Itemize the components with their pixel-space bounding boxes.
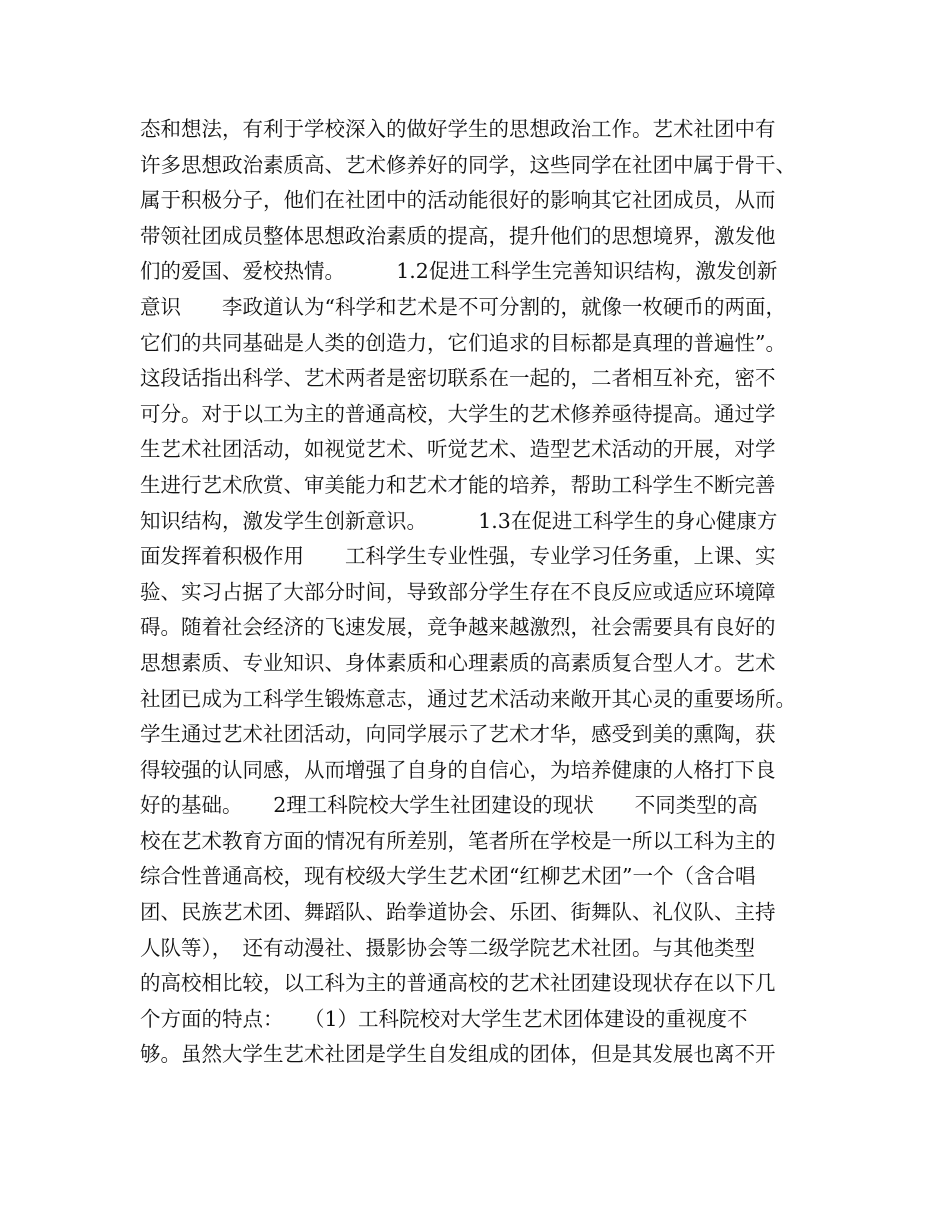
text-line: 社团已成为工科学生锻炼意志，通过艺术活动来敞开其心灵的重要场所。 xyxy=(140,686,796,711)
text-line: 学生通过艺术社团活动，向同学展示了艺术才华，感受到美的熏陶，获 xyxy=(140,722,776,747)
text-line: 知识结构，激发学生创新意识。 1.3在促进工科学生的身心健康方 xyxy=(140,508,778,533)
text-line: 许多思想政治素质高、艺术修养好的同学，这些同学在社团中属于骨干、 xyxy=(140,152,796,177)
text-line: 校在艺术教育方面的情况有所差别，笔者所在学校是一所以工科为主的 xyxy=(140,828,776,853)
text-line: 们的爱国、爱校热情。 1.2促进工科学生完善知识结构，激发创新 xyxy=(140,259,778,284)
body-text xyxy=(140,112,820,1073)
text-line: 碍。随着社会经济的飞速发展，竞争越来越激烈，社会需要具有良好的 xyxy=(140,615,776,640)
text-line: 意识 李政道认为“科学和艺术是不可分割的，就像一枚硬币的两面， xyxy=(140,294,786,319)
text-line: 它们的共同基础是人类的创造力，它们追求的目标都是真理的普遍性”。 xyxy=(140,330,786,355)
text-line: 属于积极分子，他们在社团中的活动能很好的影响其它社团成员，从而 xyxy=(140,188,776,213)
text-line: 态和想法，有利于学校深入的做好学生的思想政治工作。艺术社团中有 xyxy=(140,117,776,141)
text-line: 好的基础。 2理工科院校大学生社团建设的现状 不同类型的高 xyxy=(140,793,758,818)
text-line: 个方面的特点： （1）工科院校对大学生艺术团体建设的重视度不 xyxy=(140,1006,748,1031)
text-line: 人队等）， 还有动漫社、摄影协会等二级学院艺术社团。与其他类型 xyxy=(140,935,755,960)
text-line: 生艺术社团活动，如视觉艺术、听觉艺术、造型艺术活动的开展，对学 xyxy=(140,437,776,462)
text-line: 带领社团成员整体思想政治素质的提高，提升他们的思想境界，激发他 xyxy=(140,223,776,248)
text-line: 得较强的认同感，从而增强了自身的自信心，为培养健康的人格打下良 xyxy=(140,757,776,782)
text-line: 思想素质、专业知识、身体素质和心理素质的高素质复合型人才。艺术 xyxy=(140,650,776,675)
text-line: 面发挥着积极作用 工科学生专业性强，专业学习任务重，上课、实 xyxy=(140,544,776,569)
text-line: 这段话指出科学、艺术两者是密切联系在一起的，二者相互补充，密不 xyxy=(140,366,776,391)
text-line: 验、实习占据了大部分时间，导致部分学生存在不良反应或适应环境障 xyxy=(140,579,776,604)
text-line: 够。虽然大学生艺术社团是学生自发组成的团体，但是其发展也离不开 xyxy=(140,1042,776,1067)
text-line: 生进行艺术欣赏、审美能力和艺术才能的培养，帮助工科学生不断完善 xyxy=(140,472,776,497)
text-line: 可分。对于以工为主的普通高校，大学生的艺术修养亟待提高。通过学 xyxy=(140,401,776,426)
text-line: 团、民族艺术团、舞蹈队、跆拳道协会、乐团、街舞队、礼仪队、主持 xyxy=(140,900,776,925)
text-line: 的高校相比较，以工科为主的普通高校的艺术社团建设现状存在以下几 xyxy=(140,971,776,996)
text-line: 综合性普通高校，现有校级大学生艺术团“红柳艺术团”一个（含合唱 xyxy=(140,864,756,889)
